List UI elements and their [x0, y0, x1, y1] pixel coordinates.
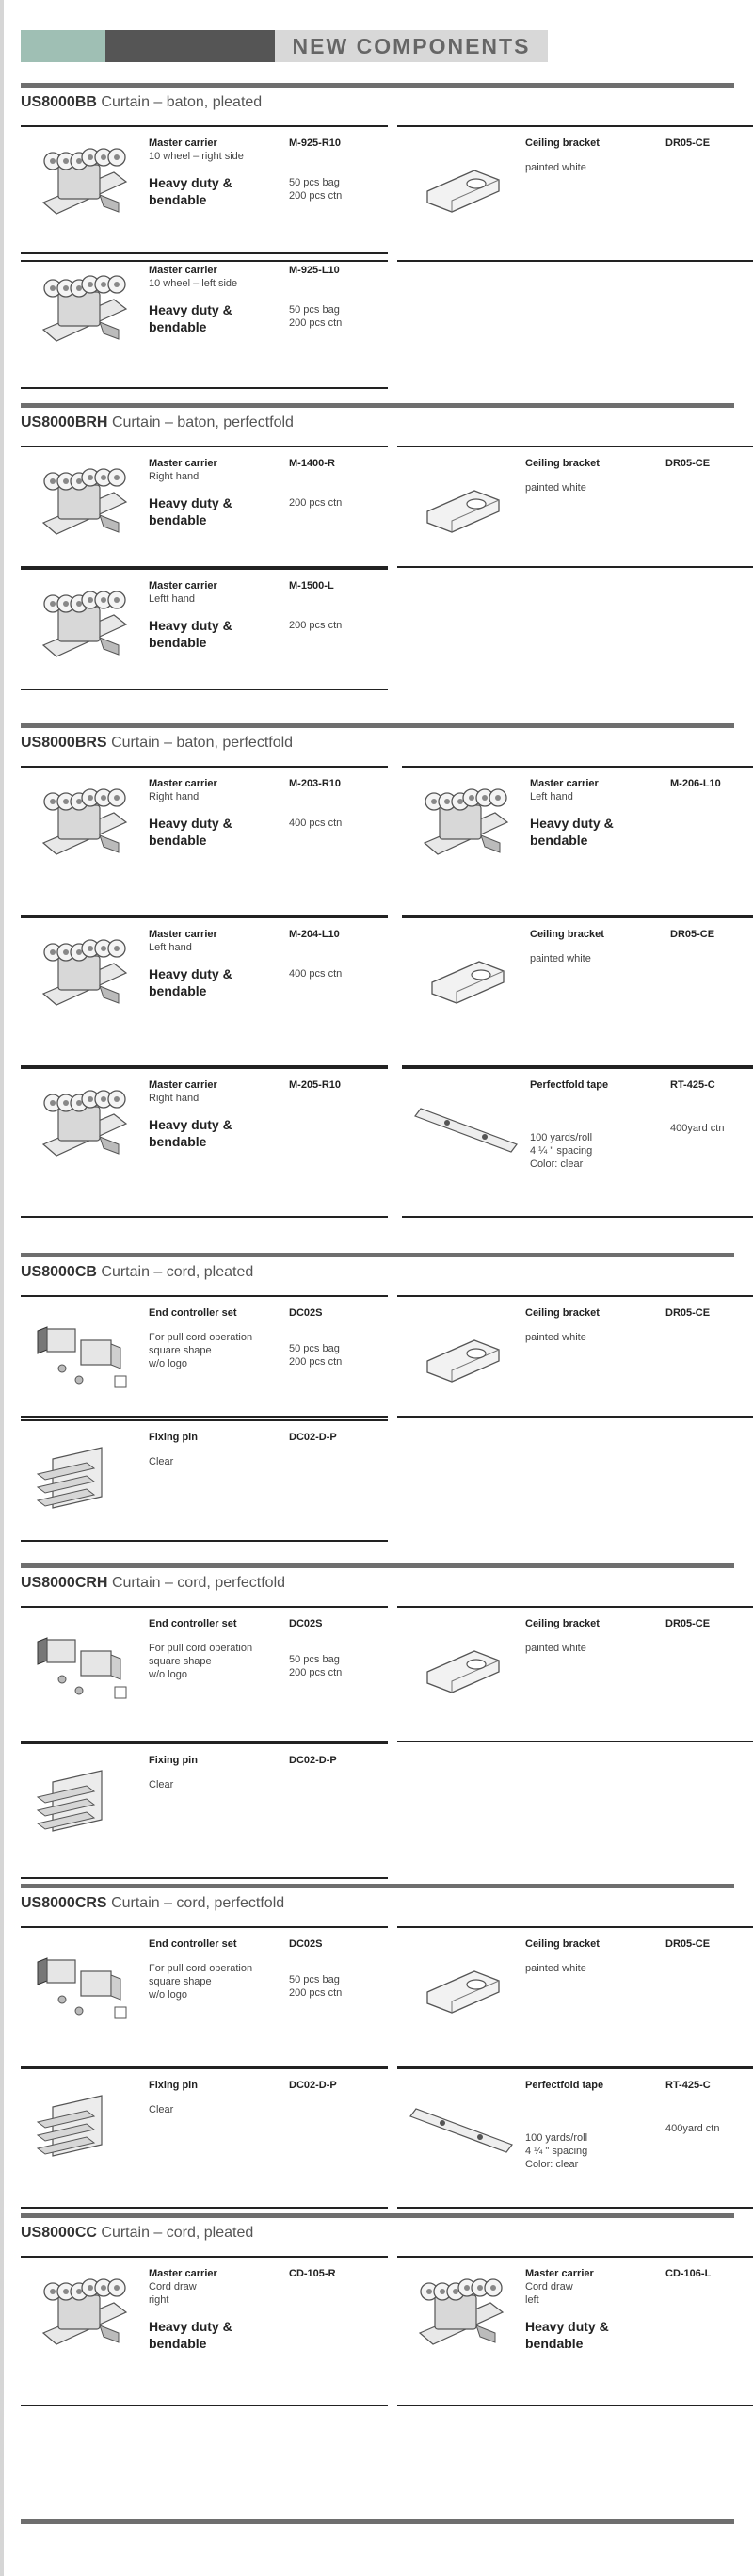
text-line: 200 pcs ctn — [289, 317, 343, 329]
ceiling-bracket-icon — [401, 1617, 523, 1711]
card-top-rule — [402, 916, 753, 918]
product-name: Ceiling bracket — [525, 1307, 600, 1319]
product-code: RT-425-C — [670, 1079, 715, 1091]
product-card — [397, 1926, 753, 2067]
card-bottom-rule — [402, 1216, 753, 1218]
product-name: Master carrier — [149, 929, 217, 940]
section-name: Curtain – cord, perfectfold — [111, 1575, 286, 1591]
text-line: 200 pcs ctn — [289, 1356, 343, 1368]
master-carrier-icon — [24, 777, 147, 871]
product-name: Master carrier — [530, 778, 599, 789]
product-name: End controller set — [149, 1618, 237, 1629]
card-top-rule — [21, 1419, 388, 1421]
product-code: RT-425-C — [665, 2080, 711, 2091]
header-accent-teal — [21, 30, 105, 62]
section-title — [21, 94, 262, 111]
text-line: Heavy duty & — [149, 816, 232, 831]
section-name: Curtain – cord, pleated — [101, 2225, 254, 2241]
text-line: square shape — [149, 1345, 212, 1356]
section-divider — [21, 1884, 734, 1888]
card-bottom-rule — [397, 1416, 753, 1418]
text-line: Heavy duty & — [149, 302, 232, 317]
card-bottom-rule — [397, 2405, 753, 2406]
text-line: 4 ¼ " spacing — [525, 2146, 588, 2157]
product-card — [397, 1295, 753, 1418]
text-line: Right hand — [149, 1093, 200, 1104]
card-top-rule — [402, 1067, 753, 1069]
text-line: 400 pcs ctn — [289, 818, 343, 829]
product-card — [402, 766, 753, 916]
product-code: M-1500-L — [289, 580, 334, 591]
text-line: Heavy duty & — [530, 816, 614, 831]
card-top-rule — [397, 125, 753, 127]
section-name: Curtain – baton, perfectfold — [111, 735, 294, 751]
text-line: bendable — [149, 833, 207, 848]
text-line: Right hand — [149, 791, 200, 802]
text-line: Clear — [149, 1779, 174, 1790]
section-divider — [21, 403, 734, 408]
heavy-duty-note — [149, 2318, 232, 2352]
packing-quantity — [289, 619, 342, 632]
card-bottom-rule — [21, 689, 388, 690]
heavy-duty-note — [149, 965, 232, 999]
product-card — [21, 916, 388, 1067]
section-title — [21, 1895, 284, 1912]
card-bottom-rule — [21, 2207, 388, 2209]
product-code: DR05-CE — [665, 458, 711, 469]
master-carrier-icon — [24, 264, 147, 358]
card-top-rule — [21, 568, 388, 570]
text-line: Right hand — [149, 471, 200, 482]
heavy-duty-note — [149, 301, 232, 335]
card-top-rule — [21, 446, 388, 447]
product-description — [525, 1642, 586, 1655]
section-title — [21, 1264, 253, 1281]
section-title — [21, 2225, 253, 2242]
product-description — [149, 1455, 173, 1468]
packing-quantity — [289, 496, 342, 510]
packing-quantity — [289, 1653, 342, 1679]
product-card — [21, 1926, 388, 2067]
text-line: painted white — [530, 953, 591, 964]
product-name: Ceiling bracket — [525, 138, 600, 149]
card-bottom-rule — [21, 1540, 388, 1542]
product-description — [149, 2103, 173, 2116]
product-subtitle — [149, 592, 195, 606]
text-line: bendable — [149, 983, 207, 998]
product-card — [21, 2067, 388, 2209]
text-line: bendable — [149, 1134, 207, 1149]
product-code: DC02S — [289, 1938, 323, 1950]
product-subtitle — [149, 277, 237, 290]
section-code: US8000BB — [21, 94, 97, 110]
section-title — [21, 735, 293, 752]
packing-quantity — [289, 967, 342, 980]
text-line: Leftt hand — [149, 593, 195, 605]
product-code: DR05-CE — [665, 138, 711, 149]
card-bottom-rule — [397, 566, 753, 568]
text-line: square shape — [149, 1656, 212, 1667]
text-line: Heavy duty & — [149, 2319, 232, 2334]
product-code: DR05-CE — [670, 929, 715, 940]
product-name: Master carrier — [149, 580, 217, 591]
product-code: DC02S — [289, 1618, 323, 1629]
product-section — [21, 2213, 753, 2515]
perfectfold-tape-icon — [401, 2079, 523, 2173]
product-name: Master carrier — [149, 138, 217, 149]
section-divider — [21, 723, 734, 728]
product-code: CD-106-L — [665, 2268, 712, 2279]
product-card — [21, 1295, 388, 1418]
master-carrier-icon — [24, 2267, 147, 2361]
fixing-pin-icon — [24, 1754, 147, 1848]
product-code: M-204-L10 — [289, 929, 340, 940]
text-line: bendable — [149, 512, 207, 527]
heavy-duty-note — [149, 815, 232, 849]
product-code: M-206-L10 — [670, 778, 721, 789]
master-carrier-icon — [406, 777, 528, 871]
product-subtitle — [149, 470, 199, 483]
product-card — [402, 1067, 753, 1218]
card-top-rule — [397, 2256, 753, 2258]
end-controller-icon — [24, 1617, 147, 1711]
text-line: For pull cord operation — [149, 1332, 253, 1343]
packing-quantity — [289, 176, 342, 203]
card-bottom-rule — [397, 260, 753, 262]
product-name: Master carrier — [149, 2268, 217, 2279]
product-card — [21, 252, 388, 389]
text-line: 50 pcs bag — [289, 1343, 340, 1354]
text-line: 400 pcs ctn — [289, 968, 343, 980]
section-title — [21, 414, 294, 431]
product-code: DR05-CE — [665, 1618, 711, 1629]
product-code: M-203-R10 — [289, 778, 342, 789]
product-subtitle — [149, 941, 192, 954]
section-code: US8000CB — [21, 1264, 97, 1280]
product-subtitle — [530, 790, 573, 803]
product-card — [397, 125, 753, 262]
card-bottom-rule — [397, 1741, 753, 1742]
end-controller-icon — [24, 1306, 147, 1401]
section-code: US8000CRS — [21, 1895, 107, 1911]
text-line: 200 pcs ctn — [289, 190, 343, 202]
ceiling-bracket-icon — [406, 928, 528, 1022]
product-name: Ceiling bracket — [525, 1618, 600, 1629]
packing-quantity — [665, 2122, 719, 2135]
product-name: Perfectfold tape — [530, 1079, 609, 1091]
text-line: Left hand — [149, 942, 192, 953]
text-line: Color: clear — [530, 1158, 584, 1170]
text-line: For pull cord operation — [149, 1963, 253, 1974]
product-name: Fixing pin — [149, 1432, 198, 1443]
text-line: w/o logo — [149, 1989, 187, 2001]
section-code: US8000CRH — [21, 1575, 108, 1591]
product-subtitle — [149, 1092, 199, 1105]
product-code: M-925-L10 — [289, 265, 340, 276]
card-bottom-rule — [21, 2405, 388, 2406]
card-top-rule — [21, 766, 388, 768]
text-line: 50 pcs bag — [289, 1654, 340, 1665]
text-line: Clear — [149, 1456, 174, 1467]
product-description — [149, 1962, 252, 2001]
product-name: Master carrier — [149, 778, 217, 789]
product-description — [525, 1962, 586, 1975]
section-divider — [21, 83, 734, 88]
product-description — [530, 1131, 592, 1171]
section-title — [21, 1575, 285, 1592]
text-line: For pull cord operation — [149, 1643, 253, 1654]
ceiling-bracket-icon — [401, 457, 523, 551]
page-header-band — [21, 30, 548, 62]
heavy-duty-note — [525, 2318, 609, 2352]
product-card — [21, 568, 388, 690]
card-top-rule — [21, 916, 388, 918]
card-bottom-rule — [21, 1216, 388, 1218]
card-top-rule — [402, 766, 753, 768]
text-line: Heavy duty & — [149, 175, 232, 190]
product-card — [397, 2067, 753, 2209]
product-subtitle — [149, 2280, 197, 2307]
product-card — [21, 1606, 388, 1742]
card-top-rule — [21, 2067, 388, 2069]
text-line: 4 ¼ " spacing — [530, 1145, 593, 1157]
card-top-rule — [21, 125, 388, 127]
text-line: w/o logo — [149, 1669, 187, 1680]
text-line: 50 pcs bag — [289, 304, 340, 316]
heavy-duty-note — [530, 815, 614, 849]
text-line: Heavy duty & — [525, 2319, 609, 2334]
card-bottom-rule — [21, 1877, 388, 1879]
product-name: Fixing pin — [149, 2080, 198, 2091]
text-line: 400yard ctn — [665, 2123, 720, 2134]
product-description — [149, 1331, 252, 1370]
product-name: Ceiling bracket — [525, 1938, 600, 1950]
text-line: Heavy duty & — [149, 618, 232, 633]
product-name: Master carrier — [149, 1079, 217, 1091]
card-top-rule — [21, 1606, 388, 1608]
product-description — [525, 2131, 587, 2171]
product-code: M-1400-R — [289, 458, 335, 469]
product-name: Perfectfold tape — [525, 2080, 604, 2091]
ceiling-bracket-icon — [401, 1306, 523, 1401]
text-line: 200 pcs ctn — [289, 620, 343, 631]
product-name: End controller set — [149, 1938, 237, 1950]
product-description — [530, 952, 591, 965]
text-line: 100 yards/roll — [530, 1132, 593, 1143]
product-subtitle — [525, 2280, 573, 2307]
card-top-rule — [21, 2256, 388, 2258]
text-line: Left hand — [530, 791, 573, 802]
section-divider — [21, 1563, 734, 1568]
master-carrier-icon — [24, 928, 147, 1022]
product-section — [21, 723, 753, 1170]
text-line: painted white — [525, 1963, 586, 1974]
heavy-duty-note — [149, 174, 232, 208]
card-top-rule — [397, 1606, 753, 1608]
text-line: 100 yards/roll — [525, 2132, 588, 2144]
card-bottom-rule — [397, 2207, 753, 2209]
product-name: End controller set — [149, 1307, 237, 1319]
product-name: Fixing pin — [149, 1755, 198, 1766]
packing-quantity — [289, 1973, 342, 2000]
page-title: NEW COMPONENTS — [275, 30, 548, 62]
page-end-divider — [21, 2519, 734, 2524]
product-card — [402, 916, 753, 1067]
product-code: DC02-D-P — [289, 1432, 337, 1443]
product-section — [21, 1884, 753, 2185]
text-line: square shape — [149, 1976, 212, 1987]
product-card — [397, 446, 753, 568]
text-line: 50 pcs bag — [289, 1974, 340, 1985]
text-line: painted white — [525, 482, 586, 494]
end-controller-icon — [24, 1937, 147, 2032]
text-line: painted white — [525, 1332, 586, 1343]
text-line: bendable — [149, 192, 207, 207]
product-description — [525, 161, 586, 174]
product-description — [149, 1778, 173, 1791]
product-code: DC02S — [289, 1307, 323, 1319]
section-divider — [21, 2213, 734, 2218]
master-carrier-icon — [24, 1078, 147, 1173]
heavy-duty-note — [149, 617, 232, 651]
text-line: left — [525, 2294, 539, 2306]
left-margin-rule — [0, 0, 4, 2576]
section-name: Curtain – baton, pleated — [101, 94, 263, 110]
master-carrier-icon — [24, 579, 147, 673]
text-line: right — [149, 2294, 169, 2306]
product-card — [21, 1067, 388, 1218]
text-line: bendable — [525, 2336, 584, 2351]
product-section — [21, 1563, 753, 1865]
product-card — [397, 1606, 753, 1742]
text-line: Heavy duty & — [149, 1117, 232, 1132]
packing-quantity — [289, 303, 342, 330]
section-name: Curtain – baton, perfectfold — [111, 414, 294, 430]
card-top-rule — [21, 1742, 388, 1744]
product-subtitle — [149, 790, 199, 803]
section-code: US8000BRH — [21, 414, 108, 430]
card-top-rule — [21, 1926, 388, 1928]
product-description — [149, 1642, 252, 1681]
product-subtitle — [149, 150, 244, 163]
master-carrier-icon — [24, 137, 147, 231]
card-top-rule — [397, 2067, 753, 2069]
ceiling-bracket-icon — [401, 137, 523, 231]
text-line: 400yard ctn — [670, 1123, 725, 1134]
text-line: bendable — [149, 2336, 207, 2351]
product-code: DR05-CE — [665, 1938, 711, 1950]
product-section — [21, 403, 753, 705]
text-line: w/o logo — [149, 1358, 187, 1369]
product-section — [21, 83, 753, 384]
text-line: 10 wheel – right side — [149, 151, 244, 162]
product-card — [21, 766, 388, 916]
text-line: Heavy duty & — [149, 966, 232, 981]
packing-quantity — [289, 817, 342, 830]
heavy-duty-note — [149, 1116, 232, 1150]
card-top-rule — [21, 1295, 388, 1297]
text-line: Clear — [149, 2104, 174, 2115]
section-code: US8000CC — [21, 2225, 97, 2241]
text-line: 200 pcs ctn — [289, 1667, 343, 1678]
product-name: Ceiling bracket — [525, 458, 600, 469]
product-code: DR05-CE — [665, 1307, 711, 1319]
text-line: bendable — [149, 319, 207, 334]
section-divider — [21, 1253, 734, 1257]
text-line: Color: clear — [525, 2159, 579, 2170]
text-line: Cord draw — [525, 2281, 573, 2292]
product-description — [525, 481, 586, 494]
fixing-pin-icon — [24, 2079, 147, 2173]
packing-quantity — [289, 1342, 342, 1369]
fixing-pin-icon — [24, 1431, 147, 1525]
text-line: Cord draw — [149, 2281, 197, 2292]
card-top-rule — [21, 252, 388, 254]
product-name: Master carrier — [149, 265, 217, 276]
product-code: M-205-R10 — [289, 1079, 342, 1091]
product-card — [21, 2256, 388, 2406]
heavy-duty-note — [149, 494, 232, 528]
product-code: M-925-R10 — [289, 138, 342, 149]
section-name: Curtain – cord, pleated — [101, 1264, 254, 1280]
section-name: Curtain – cord, perfectfold — [111, 1895, 285, 1911]
product-card — [21, 1419, 388, 1542]
master-carrier-icon — [401, 2267, 523, 2361]
text-line: painted white — [525, 1643, 586, 1654]
product-name: Master carrier — [149, 458, 217, 469]
packing-quantity — [670, 1122, 724, 1135]
product-card — [397, 2256, 753, 2406]
text-line: 200 pcs ctn — [289, 497, 343, 509]
text-line: painted white — [525, 162, 586, 173]
perfectfold-tape-icon — [406, 1078, 528, 1173]
text-line: Heavy duty & — [149, 495, 232, 510]
product-code: CD-105-R — [289, 2268, 336, 2279]
product-card — [21, 125, 388, 262]
card-top-rule — [397, 1295, 753, 1297]
product-card — [21, 1742, 388, 1879]
product-card — [21, 446, 388, 568]
product-code: DC02-D-P — [289, 1755, 337, 1766]
master-carrier-icon — [24, 457, 147, 551]
text-line: bendable — [530, 833, 588, 848]
card-top-rule — [397, 446, 753, 447]
product-name: Ceiling bracket — [530, 929, 604, 940]
text-line: 50 pcs bag — [289, 177, 340, 188]
product-section — [21, 1253, 753, 1554]
product-description — [525, 1331, 586, 1344]
header-accent-dark — [105, 30, 275, 62]
text-line: 200 pcs ctn — [289, 1987, 343, 1999]
section-code: US8000BRS — [21, 735, 107, 751]
card-top-rule — [397, 1926, 753, 1928]
card-bottom-rule — [21, 1416, 388, 1418]
text-line: 10 wheel – left side — [149, 278, 238, 289]
product-name: Master carrier — [525, 2268, 594, 2279]
card-bottom-rule — [21, 387, 388, 389]
product-code: DC02-D-P — [289, 2080, 337, 2091]
card-top-rule — [21, 1067, 388, 1069]
ceiling-bracket-icon — [401, 1937, 523, 2032]
text-line: bendable — [149, 635, 207, 650]
